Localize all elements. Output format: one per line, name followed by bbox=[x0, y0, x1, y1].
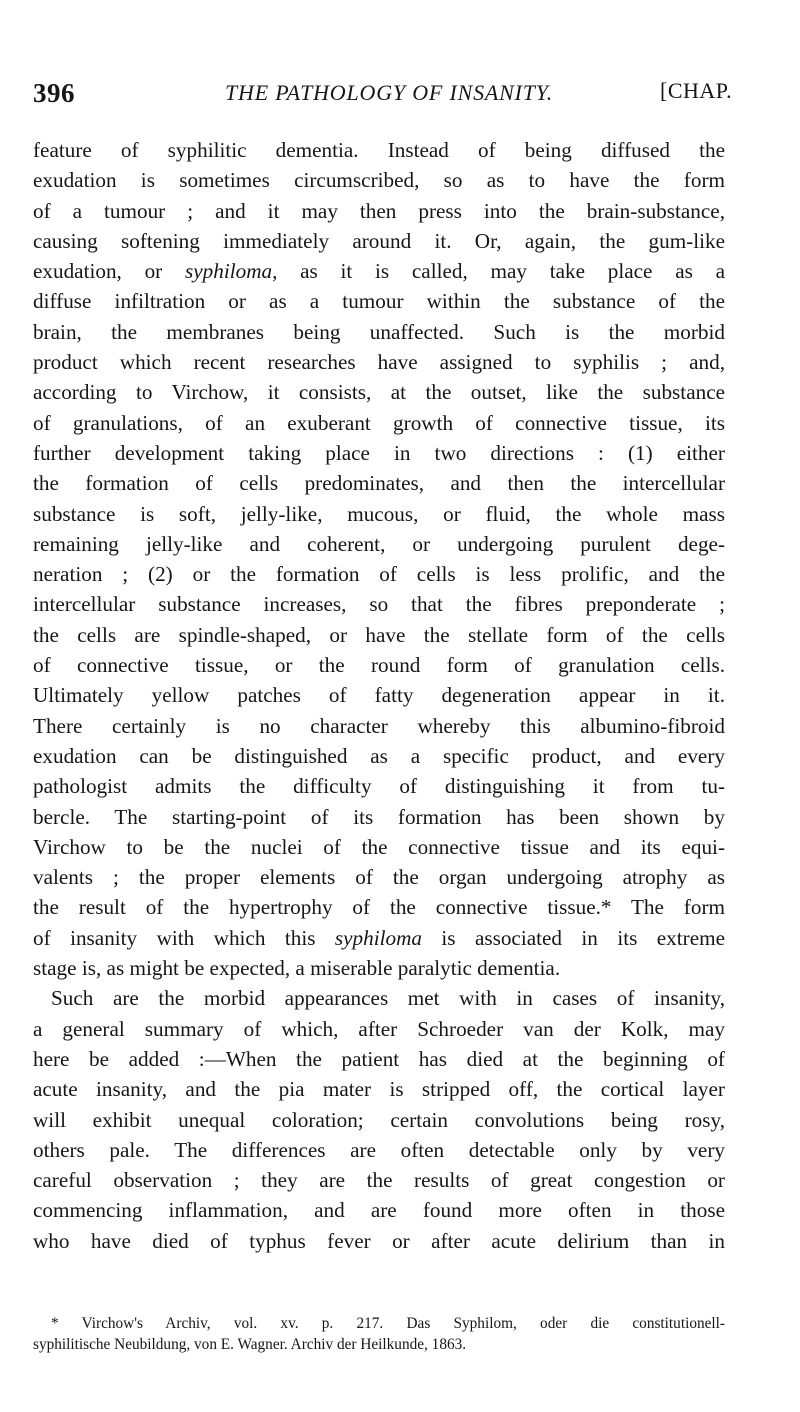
text-line: valents ; the proper elements of the organ undergoing atrophy as bbox=[33, 865, 725, 890]
text-line: remaining jelly-like and coherent, or undergoing purulent dege- bbox=[33, 531, 725, 556]
chapter-mark: [CHAP. bbox=[660, 78, 733, 103]
text-line: diffuse infiltration or as a tumour within the substance of the bbox=[33, 289, 725, 314]
text-line: commencing inflammation, and are found more often in those bbox=[33, 1198, 725, 1223]
text-line: according to Virchow, it consists, at the outset, like the substance bbox=[33, 380, 725, 405]
text-line: others pale. The differences are often detectable only by very bbox=[33, 1137, 725, 1162]
text-line: substance is soft, jelly-like, mucous, or fluid, the whole mass bbox=[33, 501, 725, 526]
text-line: a general summary of which, after Schroeder van der Kolk, may bbox=[33, 1016, 725, 1041]
text-line: of granulations, of an exuberant growth of connective tissue, its bbox=[33, 410, 725, 435]
text-line: There certainly is no character whereby this albumino-fibroid bbox=[33, 713, 725, 738]
text-line: the formation of cells predominates, and then the intercellular bbox=[33, 471, 725, 496]
text-line: of connective tissue, or the round form of granulation cells. bbox=[33, 653, 725, 678]
italic-term: syphiloma bbox=[334, 925, 422, 950]
text-line: exudation is sometimes circumscribed, so as to have the form bbox=[33, 168, 725, 193]
text-line: who have died of typhus fever or after acute delirium than in bbox=[33, 1228, 725, 1253]
text-line: the result of the hypertrophy of the connective tissue.* The form bbox=[33, 895, 725, 920]
page-number: 396 bbox=[33, 78, 75, 108]
text-line: stage is, as might be expected, a miserable paralytic dementia. bbox=[33, 956, 561, 981]
text-line: neration ; (2) or the formation of cells is less prolific, and the bbox=[33, 562, 725, 587]
text-line: exudation can be distinguished as a specific product, and every bbox=[33, 743, 725, 768]
running-title: THE PATHOLOGY OF INSANITY. bbox=[225, 80, 554, 105]
text-line: the cells are spindle-shaped, or have the stellate form of the cells bbox=[33, 622, 725, 647]
text-line: bercle. The starting-point of its formation has been shown by bbox=[33, 804, 725, 829]
text-line: Virchow to be the nuclei of the connective tissue and its equi- bbox=[33, 834, 725, 859]
body-text bbox=[33, 135, 725, 1256]
text-line: pathologist admits the difficulty of distinguishing it from tu- bbox=[33, 774, 725, 799]
text-line: will exhibit unequal coloration; certain convolutions being rosy, bbox=[33, 1107, 725, 1132]
text-line: intercellular substance increases, so that the fibres preponderate ; bbox=[33, 592, 725, 617]
footnote bbox=[33, 1313, 725, 1355]
text-line: causing softening immediately around it. Or, again, the gum-like bbox=[33, 228, 725, 253]
text-line: Ultimately yellow patches of fatty degeneration appear in it. bbox=[33, 683, 725, 708]
italic-term: syphiloma bbox=[184, 259, 273, 284]
text-line: Such are the morbid appearances met with in cases of insanity, bbox=[51, 986, 725, 1011]
text-line: of a tumour ; and it may then press into the brain-substance, bbox=[33, 198, 725, 223]
text-line: acute insanity, and the pia mater is stripped off, the cortical layer bbox=[33, 1077, 725, 1102]
running-head bbox=[33, 68, 733, 108]
text-line: further development taking place in two directions : (1) either bbox=[33, 440, 725, 465]
text-line: product which recent researches have assigned to syphilis ; and, bbox=[33, 350, 725, 375]
text-line: of insanity with which this syphiloma is associated in its extreme bbox=[33, 925, 725, 950]
text-line: feature of syphilitic dementia. Instead of being diffused the bbox=[33, 138, 725, 162]
footnote-line: syphilitische Neubildung, von E. Wagner. Archiv der Heilkunde, 1863. bbox=[33, 1336, 467, 1353]
text-line: exudation, or syphiloma, as it is called, may take place as a bbox=[33, 259, 725, 284]
footnote-line: * Virchow's Archiv, vol. xv. p. 217. Das Syphilom, oder die constitutionell- bbox=[51, 1315, 725, 1332]
text-line: here be added :—When the patient has died at the beginning of bbox=[33, 1046, 725, 1071]
text-line: careful observation ; they are the results of great congestion or bbox=[33, 1168, 725, 1193]
text-line: brain, the membranes being unaffected. Such is the morbid bbox=[33, 319, 725, 344]
